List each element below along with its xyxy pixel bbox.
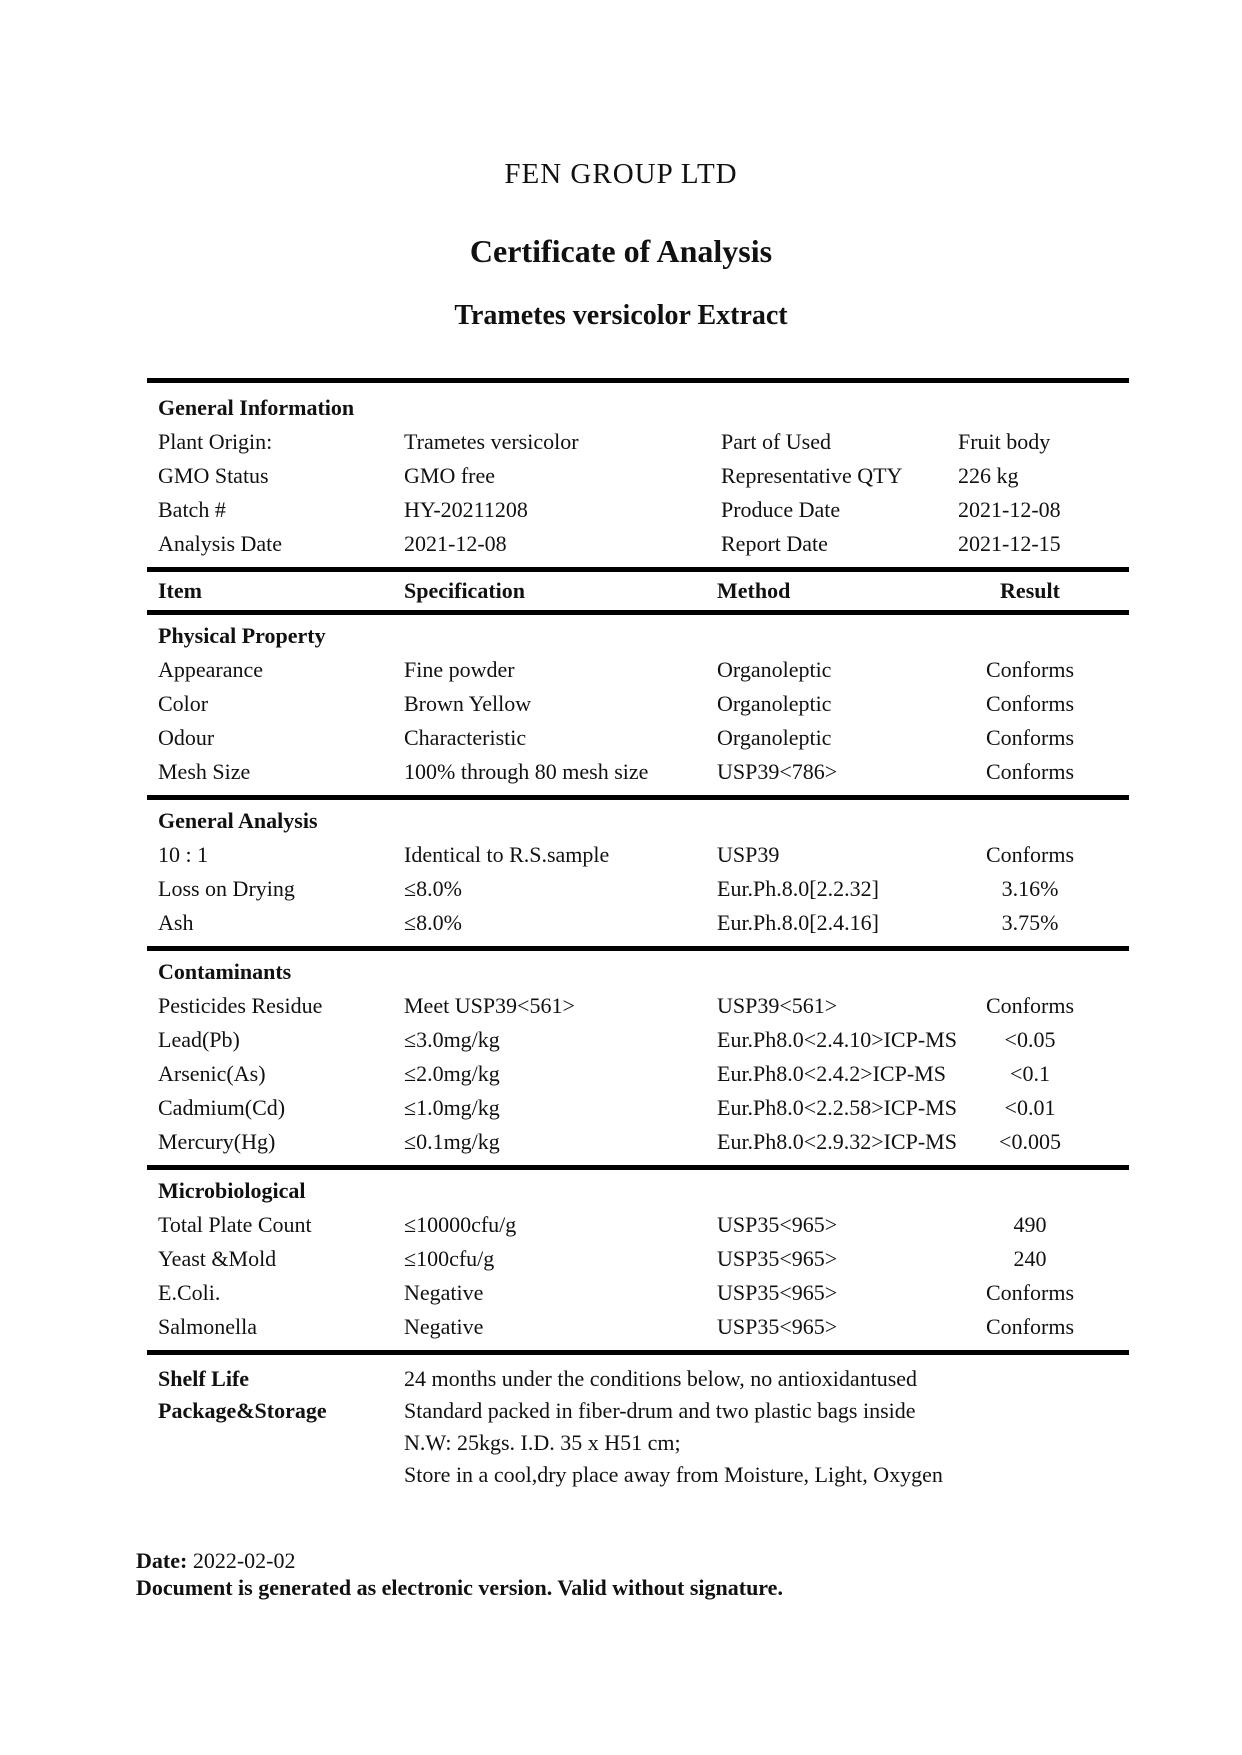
info-label: Report Date [721, 531, 828, 556]
spec-section-rows [147, 989, 1129, 1159]
cell-item: Ash [158, 910, 194, 935]
info-value: Fruit body [958, 429, 1051, 454]
cell-specification: Characteristic [404, 725, 527, 750]
cell-specification: Fine powder [404, 657, 515, 682]
cell-result: <0.05 [1004, 1027, 1056, 1052]
cell-result: Conforms [986, 725, 1074, 750]
cell-result: <0.005 [999, 1129, 1061, 1154]
spec-section-title: Contaminants [158, 959, 292, 984]
cell-method: USP39<786> [717, 759, 838, 784]
info-value: 2021-12-08 [958, 497, 1061, 522]
cell-specification: ≤1.0mg/kg [404, 1095, 500, 1120]
cell-item: Loss on Drying [158, 876, 295, 901]
cell-specification: ≤10000cfu/g [404, 1212, 517, 1237]
storage-text: N.W: 25kgs. I.D. 35 x H51 cm; [404, 1430, 681, 1455]
info-value: HY-20211208 [404, 497, 528, 522]
info-value: 226 kg [958, 463, 1019, 488]
document-footer [136, 1547, 1242, 1601]
table-row [147, 872, 1129, 906]
table-row [147, 1057, 1129, 1091]
info-value: Trametes versicolor [404, 429, 579, 454]
table-row [147, 1125, 1129, 1159]
cell-method: USP39<561> [717, 993, 838, 1018]
table-row [147, 1276, 1129, 1310]
storage-row [147, 1427, 1129, 1459]
cell-result: Conforms [986, 657, 1074, 682]
cell-method: USP35<965> [717, 1246, 838, 1271]
cell-specification: Identical to R.S.sample [404, 842, 610, 867]
cell-item: Lead(Pb) [158, 1027, 240, 1052]
cell-result: Conforms [986, 1280, 1074, 1305]
cell-method: Eur.Ph8.0<2.4.2>ICP-MS [717, 1061, 946, 1086]
general-info-row [147, 493, 1129, 527]
cell-method: Eur.Ph8.0<2.9.32>ICP-MS [717, 1129, 957, 1154]
cell-specification: Meet USP39<561> [404, 993, 575, 1018]
info-label: Analysis Date [158, 531, 283, 556]
storage-section [147, 1355, 1129, 1495]
spec-section [147, 951, 1129, 1170]
spec-section-rows [147, 838, 1129, 940]
cell-method: USP35<965> [717, 1280, 838, 1305]
cell-result: 3.75% [1001, 910, 1059, 935]
cell-result: 3.16% [1001, 876, 1059, 901]
table-row [147, 989, 1129, 1023]
company-name: FEN GROUP LTD [504, 158, 738, 190]
date-label: Date: [136, 1548, 188, 1573]
spec-section [147, 615, 1129, 800]
spec-section-title: Physical Property [158, 623, 326, 648]
info-label: Produce Date [721, 497, 841, 522]
spec-section-title: Microbiological [158, 1178, 306, 1203]
cell-item: Appearance [158, 657, 264, 682]
storage-text: Store in a cool,dry place away from Moisture, Light, Oxygen [404, 1462, 943, 1487]
cell-result: Conforms [986, 842, 1074, 867]
table-row [147, 1091, 1129, 1125]
table-row [147, 653, 1129, 687]
coa-table [147, 378, 1129, 1495]
cell-result: <0.01 [1004, 1095, 1056, 1120]
spec-section [147, 800, 1129, 951]
spec-section [147, 1170, 1129, 1355]
info-label: Plant Origin: [158, 429, 273, 454]
table-row [147, 906, 1129, 940]
storage-text: Standard packed in fiber-drum and two plastic bags inside [404, 1398, 916, 1423]
cell-item: Salmonella [158, 1314, 257, 1339]
table-row [147, 755, 1129, 789]
storage-rows [147, 1363, 1129, 1491]
cell-item: Odour [158, 725, 215, 750]
storage-label [158, 1459, 404, 1491]
section-title-general-information: General Information [158, 395, 355, 420]
cell-specification: Negative [404, 1314, 484, 1339]
cell-item: Cadmium(Cd) [158, 1095, 286, 1120]
table-row [147, 721, 1129, 755]
cell-result: Conforms [986, 993, 1074, 1018]
info-label: Part of Used [721, 429, 831, 454]
table-row [147, 1310, 1129, 1344]
cell-result: 240 [1013, 1246, 1047, 1271]
cell-item: Color [158, 691, 209, 716]
cell-method: Organoleptic [717, 657, 832, 682]
cell-method: Eur.Ph8.0<2.4.10>ICP-MS [717, 1027, 957, 1052]
storage-label: Shelf Life [158, 1366, 250, 1391]
table-row [147, 1023, 1129, 1057]
cell-specification: Brown Yellow [404, 691, 532, 716]
document-header [0, 0, 1242, 332]
info-label: GMO Status [158, 463, 269, 488]
cell-result: <0.1 [1010, 1061, 1050, 1086]
storage-label [158, 1427, 404, 1459]
info-value: 2021-12-15 [958, 531, 1061, 556]
cell-method: Eur.Ph8.0<2.2.58>ICP-MS [717, 1095, 957, 1120]
specification-sections [147, 615, 1129, 1355]
cell-specification: ≤0.1mg/kg [404, 1129, 500, 1154]
cell-item: Yeast &Mold [158, 1246, 277, 1271]
cell-specification: ≤3.0mg/kg [404, 1027, 500, 1052]
cell-method: Eur.Ph.8.0[2.4.16] [717, 910, 879, 935]
spec-section-rows [147, 653, 1129, 789]
document-title: Certificate of Analysis [469, 233, 773, 269]
column-header-specification: Specification [404, 578, 525, 603]
cell-specification: Negative [404, 1280, 484, 1305]
cell-result: Conforms [986, 1314, 1074, 1339]
date-value: 2022-02-02 [192, 1548, 296, 1573]
column-header-item: Item [158, 578, 202, 603]
general-information-rows [147, 425, 1129, 561]
storage-text: 24 months under the conditions below, no antioxidantused [404, 1366, 918, 1391]
electronic-validity-note: Document is generated as electronic version. Valid without signature. [136, 1575, 783, 1600]
storage-row [147, 1363, 1129, 1395]
spec-section-rows [147, 1208, 1129, 1344]
column-header-result: Result [1000, 578, 1060, 603]
general-info-row [147, 527, 1129, 561]
product-name: Trametes versicolor Extract [454, 300, 788, 331]
cell-method: Organoleptic [717, 725, 832, 750]
table-column-header [147, 572, 1129, 615]
cell-method: Organoleptic [717, 691, 832, 716]
cell-item: Mercury(Hg) [158, 1129, 276, 1154]
table-row [147, 1242, 1129, 1276]
spec-section-title: General Analysis [158, 808, 318, 833]
table-row [147, 687, 1129, 721]
cell-method: USP35<965> [717, 1314, 838, 1339]
cell-item: 10 : 1 [158, 842, 209, 867]
cell-method: Eur.Ph.8.0[2.2.32] [717, 876, 879, 901]
storage-row [147, 1459, 1129, 1491]
cell-item: Mesh Size [158, 759, 251, 784]
table-row [147, 838, 1129, 872]
cell-specification: 100% through 80 mesh size [404, 759, 649, 784]
storage-label: Package&Storage [158, 1398, 327, 1423]
cell-method: USP35<965> [717, 1212, 838, 1237]
cell-specification: ≤8.0% [404, 876, 462, 901]
info-label: Representative QTY [721, 463, 903, 488]
cell-result: Conforms [986, 759, 1074, 784]
cell-specification: ≤2.0mg/kg [404, 1061, 500, 1086]
info-label: Batch # [158, 497, 226, 522]
storage-row [147, 1395, 1129, 1427]
cell-item: Pesticides Residue [158, 993, 323, 1018]
cell-item: E.Coli. [158, 1280, 221, 1305]
general-info-row [147, 459, 1129, 493]
cell-result: Conforms [986, 691, 1074, 716]
table-row [147, 1208, 1129, 1242]
cell-item: Arsenic(As) [158, 1061, 266, 1086]
cell-method: USP39 [717, 842, 780, 867]
general-information-section [147, 383, 1129, 572]
general-info-row [147, 425, 1129, 459]
cell-specification: ≤8.0% [404, 910, 462, 935]
column-header-method: Method [717, 578, 791, 603]
cell-specification: ≤100cfu/g [404, 1246, 495, 1271]
date-line [136, 1547, 1242, 1574]
cell-result: 490 [1013, 1212, 1047, 1237]
info-value: GMO free [404, 463, 496, 488]
cell-item: Total Plate Count [158, 1212, 312, 1237]
info-value: 2021-12-08 [404, 531, 507, 556]
